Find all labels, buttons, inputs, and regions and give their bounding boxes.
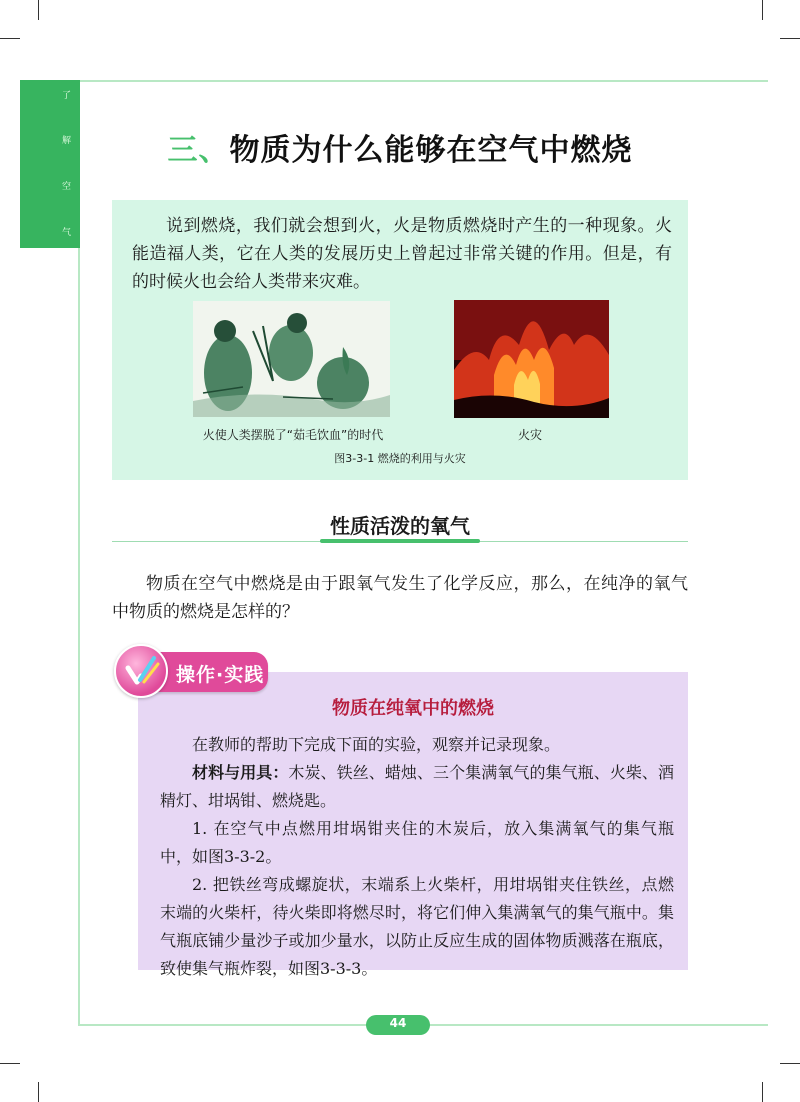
page-number: 44: [389, 1016, 407, 1030]
chapter-number: 三、: [167, 133, 230, 168]
practice-instruction: 在教师的帮助下完成下面的实验，观察并记录现象。: [192, 735, 561, 754]
intro-paragraph: 说到燃烧，我们就会想到火，火是物质燃烧时产生的一种现象。火能造福人类，它在人类的发展历史上曾起过非常关键的作用。但是，有的时候火也会给人类带来灾难。: [132, 216, 672, 292]
practice-body: [160, 731, 674, 983]
chapter-title-text: 物质为什么能够在空气中燃烧: [229, 133, 633, 168]
figure-left-caption: 火使人类摆脱了“茹毛饮血”的时代: [202, 428, 384, 442]
chapter-title: [0, 125, 800, 169]
body-paragraph: 物质在空气中燃烧是由于跟氧气发生了化学反应，那么，在纯净的氧气中物质的燃烧是怎样的？: [112, 574, 688, 622]
crop-mark: [0, 1063, 20, 1064]
crop-mark: [762, 0, 763, 20]
crop-mark: [762, 1082, 763, 1102]
practice-badge-label: 操作·实践: [176, 664, 265, 686]
practice-step-1: 1. 在空气中点燃用坩埚钳夹住的木炭后，放入集满氧气的集气瓶中，如图3-3-2。: [160, 819, 674, 866]
crop-mark: [780, 38, 800, 39]
crop-mark: [38, 1082, 39, 1102]
page-frame-top: [78, 80, 768, 82]
section-accent-bar: [320, 539, 480, 543]
figure-caption: 图3-3-1 燃烧的利用与火灾: [334, 452, 466, 465]
side-tab-char: 气: [62, 228, 72, 238]
crop-mark: [0, 38, 20, 39]
practice-materials: [160, 759, 674, 815]
section-title: 性质活泼的氧气: [330, 514, 470, 538]
page-frame-bottom: [78, 1024, 368, 1026]
wildfire-image: [454, 300, 609, 418]
materials-label: 材料与用具：: [192, 763, 289, 782]
checkmark-icon: [114, 644, 168, 698]
page-frame-bottom: [428, 1024, 768, 1026]
side-tab-char: 空: [62, 182, 72, 192]
materials-text: 木炭、铁丝、蜡烛、三个集满氧气的集气瓶、火柴、酒精灯、坩埚钳、燃烧匙。: [160, 763, 674, 810]
crop-mark: [780, 1063, 800, 1064]
side-tab-char: 了: [62, 91, 72, 101]
practice-title: 物质在纯氧中的燃烧: [332, 698, 494, 719]
practice-step-2: 2. 把铁丝弯成螺旋状，末端系上火柴杆，用坩埚钳夹住铁丝，点燃末端的火柴杆，待火柴即将燃尽时，将它们伸入集满氧气的集气瓶中。集气瓶底铺少量沙子或加少量水，以防止反应生成的固体物质溅落在瓶底，致使集气瓶炸裂，如图3-3-3。: [160, 875, 674, 978]
crop-mark: [38, 0, 39, 20]
figure-right-caption: 火灾: [517, 428, 542, 442]
primitive-humans-fire-image: [193, 301, 390, 417]
side-tab-char: 解: [62, 136, 72, 146]
